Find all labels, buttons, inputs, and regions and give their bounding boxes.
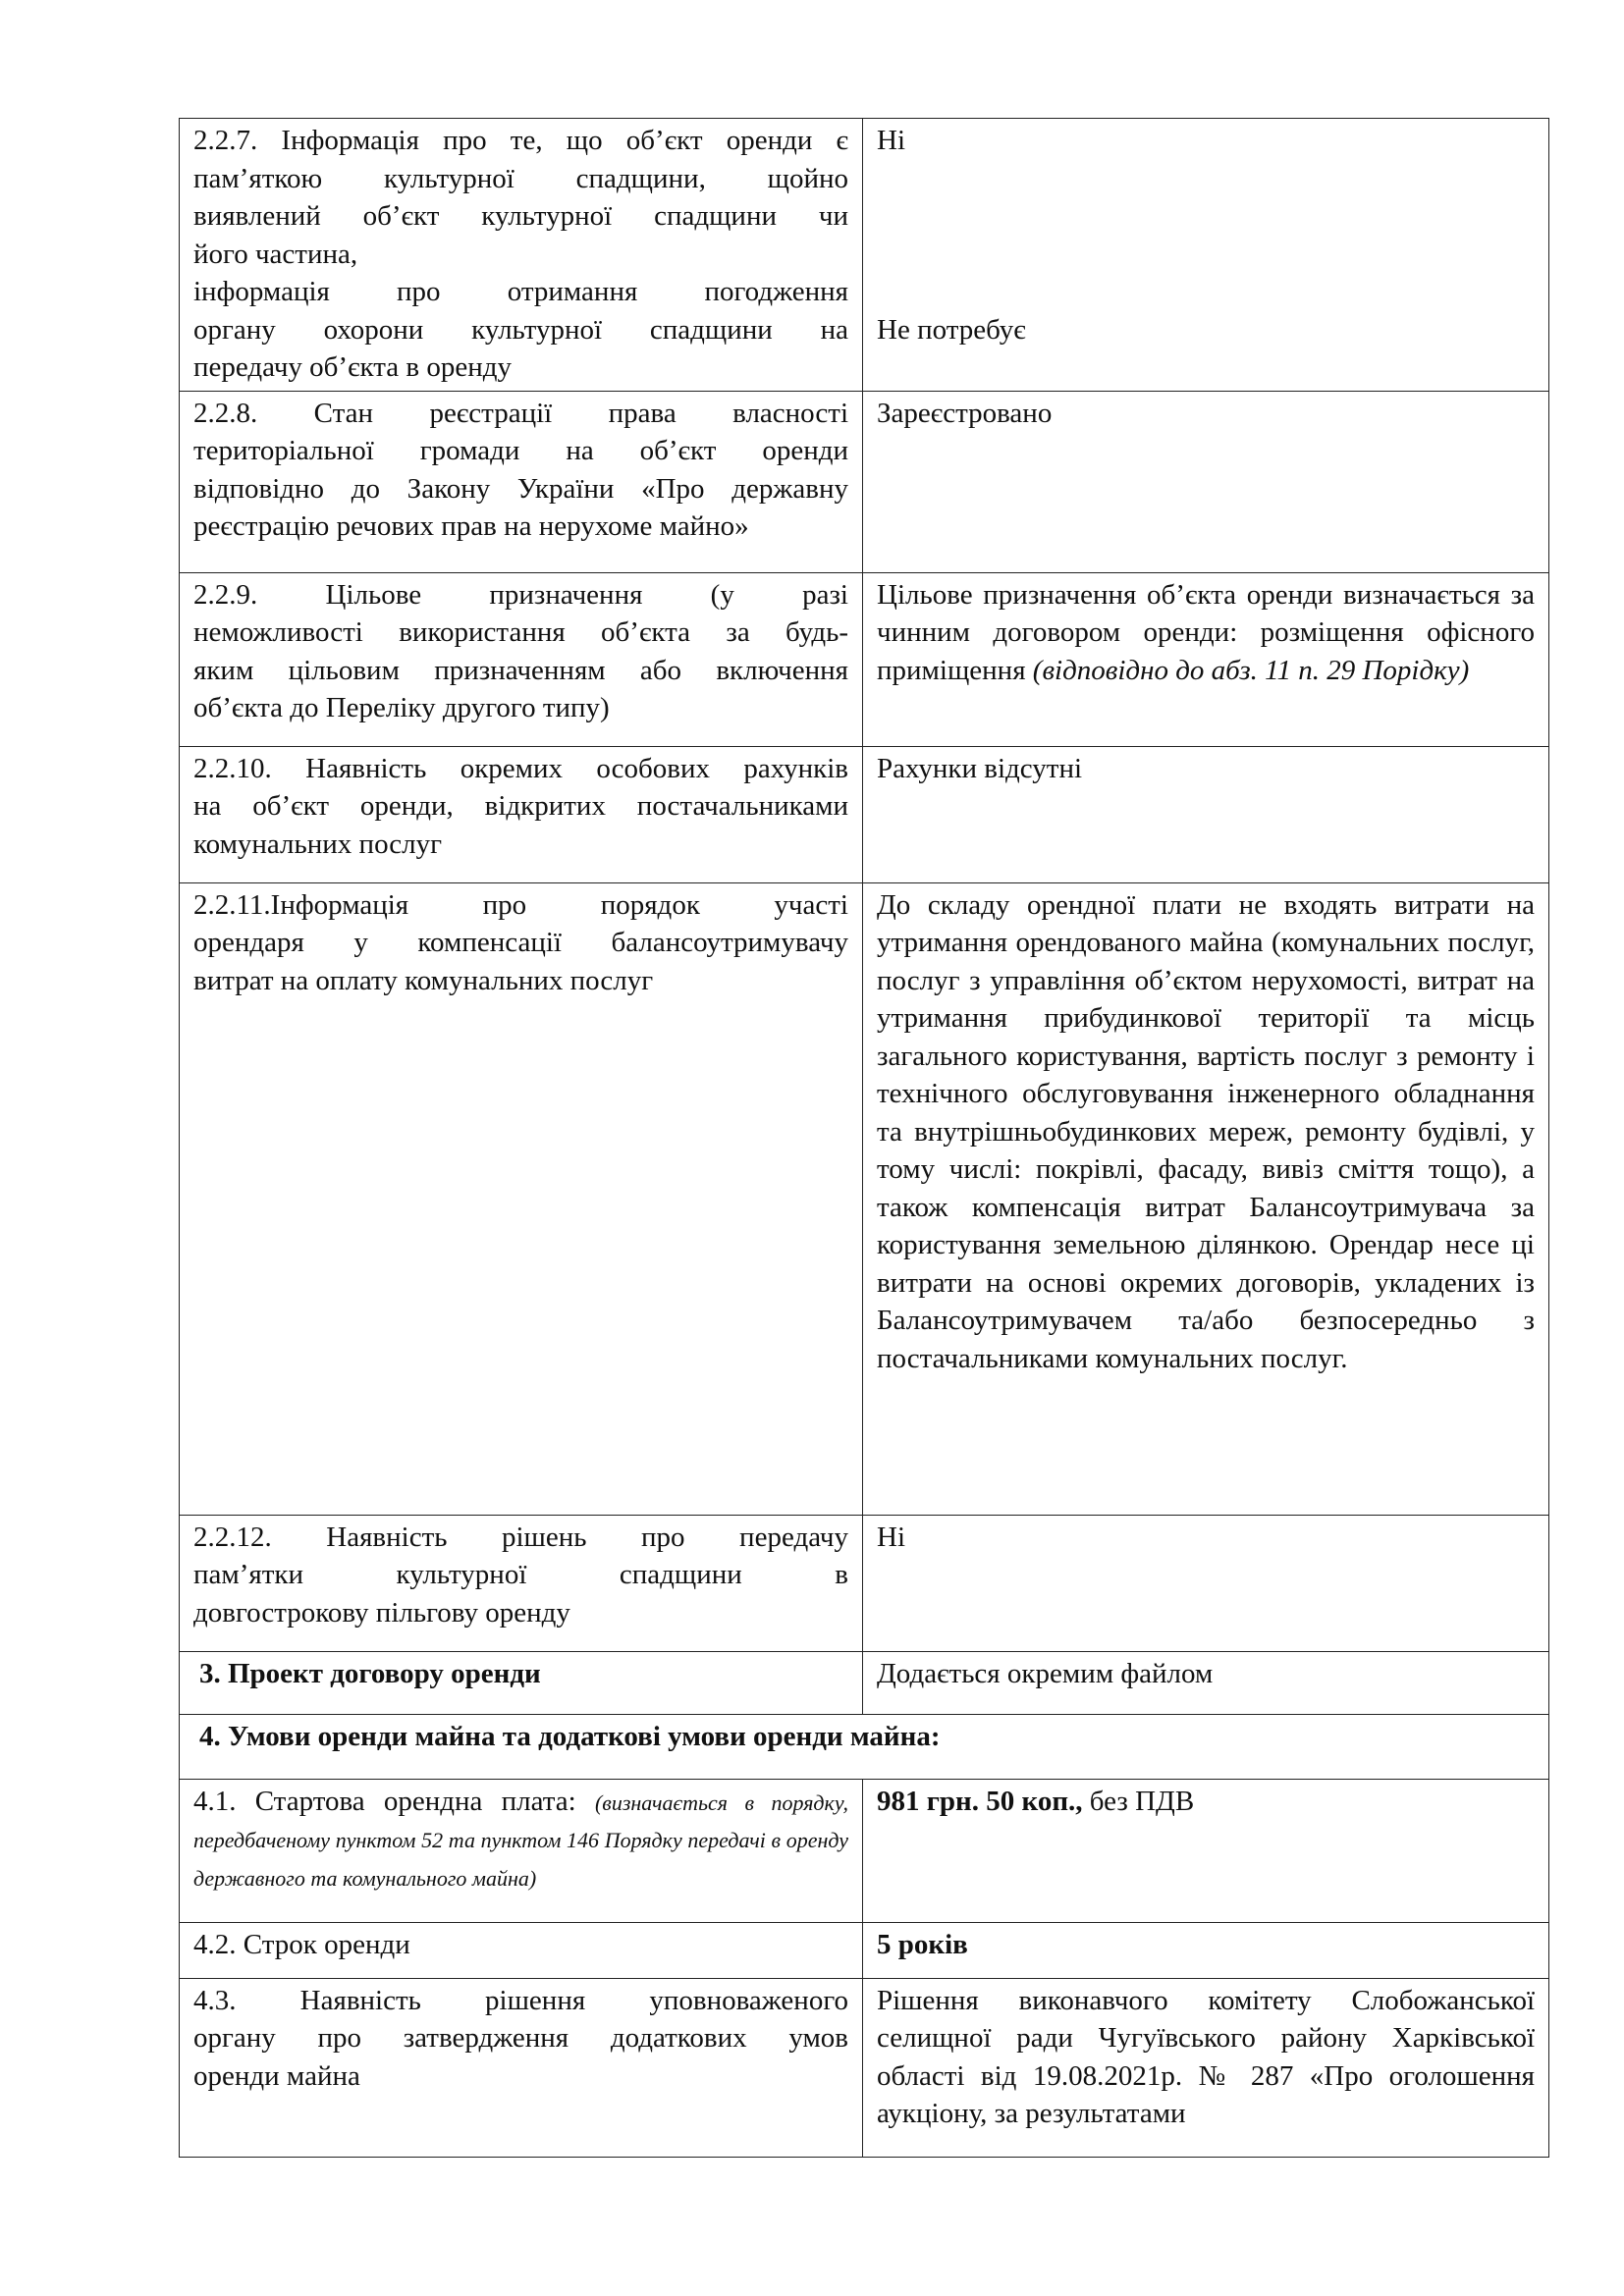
row-3 <box>180 1651 1549 1714</box>
row-4-heading: 4. Умови оренди майна та додаткові умови оренди майна: <box>180 1714 1549 1779</box>
row-2-2-11 <box>180 882 1549 1515</box>
property-info-table <box>179 118 1549 2158</box>
row-2-2-7-value: Ні Не потребує <box>863 119 1549 392</box>
row-2-2-7 <box>180 119 1549 392</box>
row-4-1-value: 981 грн. 50 коп., без ПДВ <box>863 1779 1549 1922</box>
row-4-1 <box>180 1779 1549 1922</box>
row-4-2 <box>180 1922 1549 1978</box>
row-2-2-10-value: Рахунки відсутні <box>863 746 1549 882</box>
row-2-2-9-label: 2.2.9. Цільове призначення (у разі неможливості використання об’єкта за будь- яким цільовим призначенням або включення об’єкта до Переліку другого типу) <box>180 572 863 746</box>
row-4-2-value: 5 років <box>863 1922 1549 1978</box>
row-2-2-11-label: 2.2.11.Інформація про порядок участі орендаря у компенсації балансоутримувачу витрат на оплату комунальних послуг <box>180 882 863 1515</box>
row-2-2-11-value: До складу орендної плати не входять витрати на утримання орендованого майна (комунальних послуг, послуг з управління об’єктом нерухомості, витрат на утримання прибудинкової території та місць загального користування, вартість послуг з ремонту і технічного обслуговування інженерного обладнання та внутрішньобудинкових мереж, ремонту будівлі, у тому числі: покрівлі, фасаду, вивіз сміття тощо), а також компенсація витрат Балансоутримувача за користування земельною ділянкою. Орендар несе ці витрати на основі окремих договорів, укладених із Балансоутримувачем та/або безпосередньо з постачальниками комунальних послуг. <box>863 882 1549 1515</box>
row-4-1-label: 4.1. Стартова орендна плата: (визначається в порядку, передбаченому пунктом 52 та пунктом 146 Порядку передачі в оренду державного та комунального майна) <box>180 1779 863 1922</box>
row-3-value: Додається окремим файлом <box>863 1651 1549 1714</box>
row-4-3 <box>180 1978 1549 2157</box>
row-2-2-8 <box>180 391 1549 572</box>
row-4-3-label: 4.3. Наявність рішення уповноваженого органу про затвердження додаткових умов оренди майна <box>180 1978 863 2157</box>
row-4 <box>180 1714 1549 1779</box>
row-2-2-12 <box>180 1515 1549 1651</box>
row-2-2-10-label: 2.2.10. Наявність окремих особових рахунків на об’єкт оренди, відкритих постачальниками комунальних послуг <box>180 746 863 882</box>
row-2-2-7-label: 2.2.7. Інформація про те, що об’єкт оренди є пам’яткою культурної спадщини, щойно виявлений об’єкт культурної спадщини чи його частина, інформація про отримання погодження органу охорони культурної спадщини на передачу об’єкта в оренду <box>180 119 863 392</box>
row-2-2-8-value: Зареєстровано <box>863 391 1549 572</box>
row-3-label: 3. Проект договору оренди <box>180 1651 863 1714</box>
row-2-2-10 <box>180 746 1549 882</box>
row-2-2-9 <box>180 572 1549 746</box>
row-2-2-12-label: 2.2.12. Наявність рішень про передачу пам’ятки культурної спадщини в довгострокову пільгову оренду <box>180 1515 863 1651</box>
row-4-3-value: Рішення виконавчого комітету Слобожанської селищної ради Чугуївського району Харківської області від 19.08.2021р. № 287 «Про оголошення аукціону, за результатами <box>863 1978 1549 2157</box>
row-4-2-label: 4.2. Строк оренди <box>180 1922 863 1978</box>
row-2-2-8-label: 2.2.8. Стан реєстрації права власності територіальної громади на об’єкт оренди відповідно до Закону України «Про державну реєстрацію речових прав на нерухоме майно» <box>180 391 863 572</box>
row-2-2-12-value: Ні <box>863 1515 1549 1651</box>
row-2-2-9-value: Цільове призначення об’єкта оренди визначається за чинним договором оренди: розміщення офісного приміщення (відповідно до абз. 11 п. 29 Порідку) <box>863 572 1549 746</box>
